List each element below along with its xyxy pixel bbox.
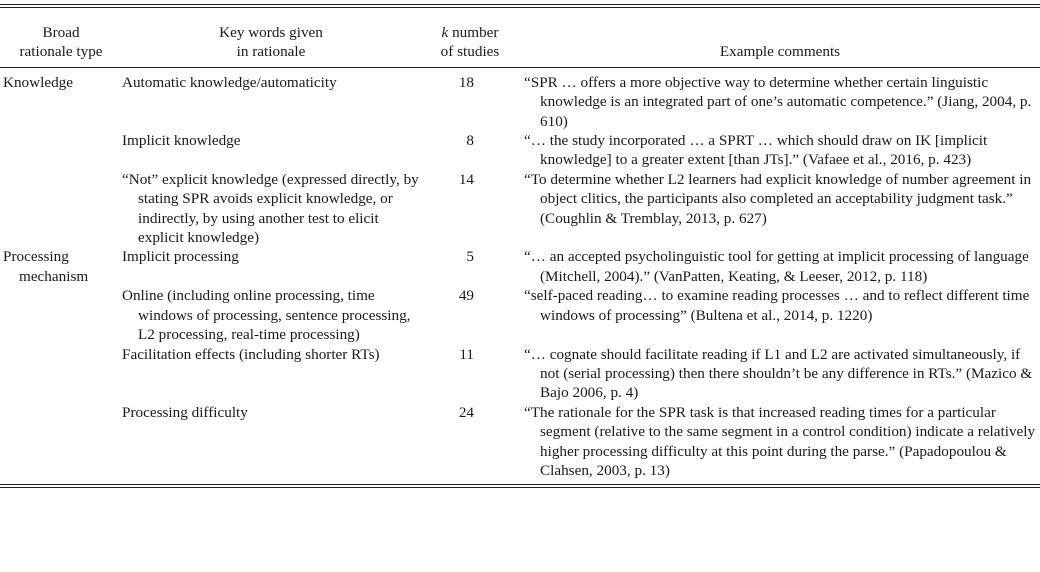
cell-rationale-type: Processing mechanism — [3, 248, 89, 285]
cell-k: 8 — [466, 132, 474, 150]
cell-keywords: Implicit knowledge — [122, 132, 241, 150]
table-row — [0, 68, 1040, 131]
cell-comment: “… the study incorporated … a SPRT … which should draw on IK [implicit knowledge] to a greater extent [than JTs].” (Vafaee et al., 2016, p. 423) — [524, 132, 988, 169]
header-k-number-of-studies: k number of studies — [440, 24, 500, 61]
cell-rationale-type — [0, 403, 122, 481]
cell-comment: “self-paced reading… to examine reading processes … and to reflect different time windows of processing” (Bultena et al., 2014, p. 1220) — [524, 287, 1030, 324]
top-rule-1 — [0, 4, 1040, 5]
cell-k: 49 — [458, 287, 474, 305]
table-row — [0, 247, 1040, 286]
header-example-comments: Example comments — [719, 43, 841, 61]
cell-rationale-type — [0, 131, 122, 170]
cell-comment: “… cognate should facilitate reading if L1 and L2 are activated simultaneously, if not (serial processing) then there shouldn’t be any difference in RTs.” (Mazico & Bajo 2006, p. 4) — [524, 345, 1033, 402]
header-key-words: Key words given in rationale — [219, 24, 323, 61]
cell-k: 11 — [459, 345, 474, 363]
cell-comment: “The rationale for the SPR task is that increased reading times for a particular segment (relative to the same segment in a control condition) indicate a relatively higher processing difficulty at this point during the parse.” (Papadopoulou & Clahsen, 2003, p. 13) — [524, 403, 1036, 479]
cell-comment: “To determine whether L2 learners had explicit knowledge of number agreement in object clitics, the participants also completed an acceptability judgment task.” (Coughlin & Tremblay, 2013, p. 627) — [524, 170, 1032, 227]
table-row — [0, 286, 1040, 344]
table-row — [0, 403, 1040, 481]
rationale-table-container — [0, 4, 1040, 488]
table-row — [0, 170, 1040, 248]
cell-comment: “… an accepted psycholinguistic tool for getting at implicit processing of language (Mitchell, 2004).” (VanPatten, Keating, & Leeser, 2012, p. 118) — [524, 248, 1029, 285]
header-broad-rationale-type: Broad rationale type — [19, 24, 103, 61]
cell-rationale-type — [0, 286, 122, 344]
table-row — [0, 345, 1040, 403]
cell-keywords: Processing difficulty — [122, 403, 248, 421]
cell-k: 14 — [458, 170, 474, 188]
rationale-table-body — [0, 68, 1040, 481]
cell-k: 5 — [466, 248, 474, 266]
cell-keywords: Automatic knowledge/automaticity — [122, 73, 337, 91]
bottom-rule-2 — [0, 487, 1040, 488]
cell-keywords: Implicit processing — [122, 248, 239, 266]
cell-k: 24 — [458, 403, 474, 421]
cell-rationale-type — [0, 345, 122, 403]
cell-comment: “SPR … offers a more objective way to determine whether certain linguistic knowledge is an integrated part of one’s automatic competence.” (Jiang, 2004, p. 610) — [524, 73, 1032, 130]
rationale-table — [0, 8, 1040, 67]
cell-keywords: Facilitation effects (including shorter RTs) — [122, 345, 380, 363]
bottom-rule-1 — [0, 484, 1040, 485]
table-header — [0, 8, 1040, 67]
table-row — [0, 131, 1040, 170]
cell-keywords: “Not” explicit knowledge (expressed directly, by stating SPR avoids explicit knowledge, or indirectly, by using another test to elicit explicit knowledge) — [122, 170, 419, 247]
cell-rationale-type: Knowledge — [3, 73, 74, 91]
cell-rationale-type — [0, 170, 122, 248]
cell-keywords: Online (including online processing, time windows of processing, sentence processing, L2 processing, real-time processing) — [122, 287, 411, 344]
cell-k: 18 — [458, 73, 474, 91]
